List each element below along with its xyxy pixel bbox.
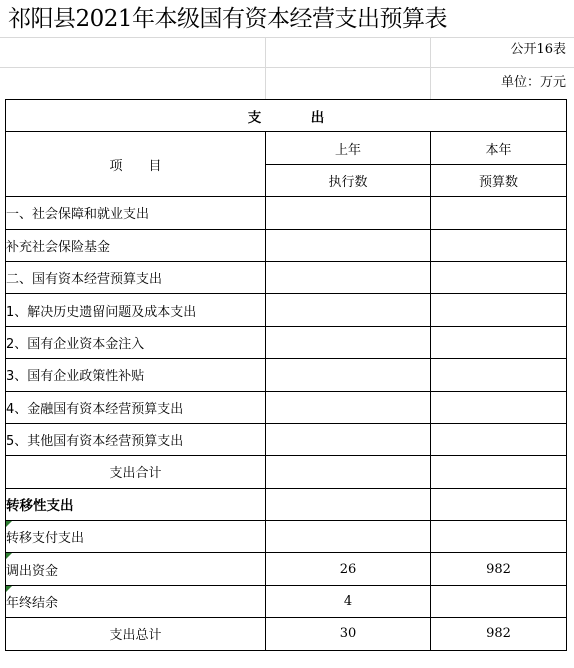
row-label: 补充社会保险基金	[6, 229, 266, 261]
curr-year-header: 本年	[431, 132, 567, 164]
budget-table	[5, 99, 567, 651]
form-code: 公开16表	[510, 42, 566, 57]
row-prev-value	[266, 326, 431, 358]
row-curr-value	[431, 294, 567, 326]
row-prev-value	[266, 294, 431, 326]
row-label: 转移性支出	[6, 488, 266, 520]
row-label: 年终结余	[6, 585, 266, 617]
table-row	[6, 229, 567, 261]
row-label: 一、社会保障和就业支出	[6, 197, 266, 229]
row-prev-value	[266, 197, 431, 229]
table-row	[6, 197, 567, 229]
table-row	[6, 521, 567, 553]
row-prev-value: 26	[266, 553, 431, 585]
row-curr-value: 982	[431, 618, 567, 650]
row-prev-value	[266, 456, 431, 488]
row-curr-value: 982	[431, 553, 567, 585]
row-label: 支出合计	[6, 456, 266, 488]
row-curr-value	[431, 391, 567, 423]
row-label: 二、国有资本经营预算支出	[6, 261, 266, 293]
item-header: 项 目	[6, 132, 266, 197]
row-label: 转移支付支出	[6, 521, 266, 553]
unit-label: 单位：万元	[500, 75, 566, 90]
table-row	[6, 261, 567, 293]
section-header: 支 出	[6, 100, 567, 132]
row-label: 1、解决历史遗留问题及成本支出	[6, 294, 266, 326]
row-label: 3、国有企业政策性补贴	[6, 359, 266, 391]
row-curr-value	[431, 359, 567, 391]
row-prev-value	[266, 261, 431, 293]
prev-year-header: 上年	[266, 132, 431, 164]
row-curr-value	[431, 197, 567, 229]
row-prev-value: 30	[266, 618, 431, 650]
transfer-heading-row	[6, 488, 567, 520]
table-row	[6, 553, 567, 585]
row-label: 支出总计	[6, 618, 266, 650]
header-row-years	[6, 132, 567, 164]
table-row	[6, 423, 567, 455]
row-curr-value	[431, 488, 567, 520]
row-prev-value	[266, 488, 431, 520]
row-prev-value	[266, 423, 431, 455]
row-prev-value: 4	[266, 585, 431, 617]
row-label: 5、其他国有资本经营预算支出	[6, 423, 266, 455]
prev-sub-header: 执行数	[266, 164, 431, 196]
row-label: 2、国有企业资本金注入	[6, 326, 266, 358]
row-prev-value	[266, 229, 431, 261]
row-curr-value	[431, 326, 567, 358]
table-row	[6, 391, 567, 423]
row-curr-value	[431, 521, 567, 553]
table-row	[6, 359, 567, 391]
row-label: 调出资金	[6, 553, 266, 585]
row-curr-value	[431, 456, 567, 488]
subtotal-row	[6, 456, 567, 488]
row-label: 4、金融国有资本经营预算支出	[6, 391, 266, 423]
row-prev-value	[266, 521, 431, 553]
header-row-section	[6, 100, 567, 132]
table-row	[6, 294, 567, 326]
total-row	[6, 618, 567, 650]
table-row	[6, 585, 567, 617]
row-curr-value	[431, 261, 567, 293]
row-curr-value	[431, 229, 567, 261]
page-title: 祁阳县2021年本级国有资本经营支出预算表	[8, 6, 448, 32]
row-curr-value	[431, 423, 567, 455]
row-prev-value	[266, 391, 431, 423]
row-prev-value	[266, 359, 431, 391]
curr-sub-header: 预算数	[431, 164, 567, 196]
table-row	[6, 326, 567, 358]
row-curr-value	[431, 585, 567, 617]
